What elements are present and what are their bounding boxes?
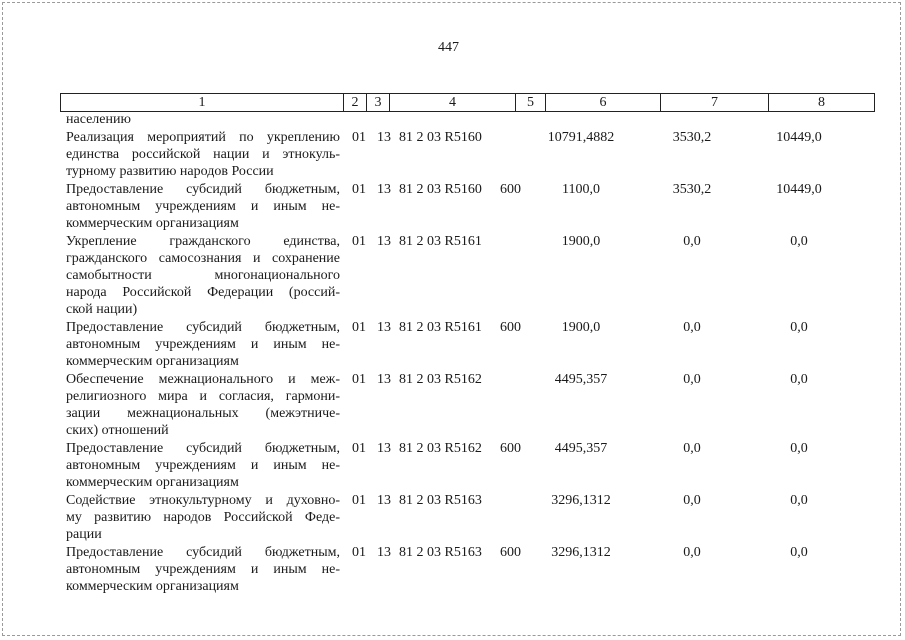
cell-sum1: 10791,4882 (547, 130, 615, 145)
row-name-line: единства российской нации и этнокуль- (66, 147, 340, 162)
cell-sum3: 0,0 (790, 234, 808, 249)
cell-sum3: 0,0 (790, 493, 808, 508)
cell-csr: 81 2 03 R5160 (399, 182, 482, 197)
row-name-line: Обеспечение межнационального и меж- (66, 372, 340, 387)
row-name-line: рации (66, 527, 102, 542)
row-name-line: коммерческим организациям (66, 579, 239, 594)
cell-csr: 81 2 03 R5163 (399, 493, 482, 508)
row-name-line: Содействие этнокультурному и духовно- (66, 493, 340, 508)
row-name-line: автономным учреждениям и иным не- (66, 199, 340, 214)
row-name (66, 129, 340, 180)
cell-sum2: 0,0 (683, 234, 701, 249)
cell-csr: 81 2 03 R5162 (399, 441, 482, 456)
cell-sum3: 0,0 (790, 545, 808, 560)
cell-sum3: 10449,0 (776, 182, 822, 197)
row-name-line: автономным учреждениям и иным не- (66, 562, 340, 577)
row-name-line: коммерческим организациям (66, 354, 239, 369)
cell-sum1: 4495,357 (554, 372, 608, 387)
row-name (66, 319, 340, 370)
continued-text: населению (66, 112, 131, 127)
row-name-line: автономным учреждениям и иным не- (66, 458, 340, 473)
column-header-6: 6 (546, 94, 661, 112)
column-header-3: 3 (367, 94, 390, 112)
row-name (66, 492, 340, 543)
cell-sum1: 3296,1312 (551, 493, 611, 508)
cell-sum1: 4495,357 (554, 441, 608, 456)
row-name-line: турному развитию народов России (66, 164, 274, 179)
column-header-5: 5 (516, 94, 546, 112)
cell-csr: 81 2 03 R5162 (399, 372, 482, 387)
cell-pr: 13 (377, 493, 391, 508)
cell-sum3: 10449,0 (776, 130, 822, 145)
row-name-line: самобытности многонационального (66, 268, 340, 283)
row-name-line: Реализация мероприятий по укреплению (66, 130, 340, 145)
cell-rz: 01 (352, 320, 366, 335)
row-name-line: ской нации) (66, 302, 138, 317)
column-header-2: 2 (344, 94, 367, 112)
row-name (66, 233, 340, 318)
cell-pr: 13 (377, 441, 391, 456)
cell-rz: 01 (352, 372, 366, 387)
column-header-4: 4 (390, 94, 516, 112)
row-name-line: коммерческим организациям (66, 216, 239, 231)
cell-rz: 01 (352, 182, 366, 197)
cell-sum3: 0,0 (790, 320, 808, 335)
cell-sum1: 1100,0 (562, 182, 600, 197)
column-header-1: 1 (61, 94, 344, 112)
cell-rz: 01 (352, 545, 366, 560)
cell-vr: 600 (500, 182, 521, 197)
table-header (60, 93, 875, 112)
cell-csr: 81 2 03 R5160 (399, 130, 482, 145)
cell-sum2: 3530,2 (672, 130, 712, 145)
row-name-line: религиозного мира и согласия, гармони- (66, 389, 340, 404)
page-number: 447 (438, 40, 459, 55)
row-name-line: Предоставление субсидий бюджетным, (66, 182, 340, 197)
cell-rz: 01 (352, 493, 366, 508)
row-name-line: Предоставление субсидий бюджетным, (66, 545, 340, 560)
row-name-line: зации межнациональных (межэтниче- (66, 406, 340, 421)
row-name-line: ских) отношений (66, 423, 169, 438)
cell-sum2: 0,0 (683, 320, 701, 335)
row-name-line: му развитию народов Российской Феде- (66, 510, 340, 525)
cell-rz: 01 (352, 234, 366, 249)
cell-vr: 600 (500, 320, 521, 335)
cell-pr: 13 (377, 320, 391, 335)
cell-sum3: 0,0 (790, 441, 808, 456)
cell-pr: 13 (377, 372, 391, 387)
row-name (66, 371, 340, 439)
row-name-line: Предоставление субсидий бюджетным, (66, 441, 340, 456)
row-name-line: Предоставление субсидий бюджетным, (66, 320, 340, 335)
row-name-line: Укрепление гражданского единства, (66, 234, 340, 249)
cell-sum1: 1900,0 (561, 320, 601, 335)
cell-csr: 81 2 03 R5161 (399, 234, 482, 249)
row-name-line: народа Российской Федерации (россий- (66, 285, 340, 300)
cell-sum2: 0,0 (683, 493, 701, 508)
cell-rz: 01 (352, 130, 366, 145)
cell-sum1: 3296,1312 (551, 545, 611, 560)
cell-vr: 600 (500, 545, 521, 560)
cell-vr: 600 (500, 441, 521, 456)
cell-sum2: 3530,2 (672, 182, 712, 197)
cell-csr: 81 2 03 R5163 (399, 545, 482, 560)
cell-pr: 13 (377, 182, 391, 197)
column-header-8: 8 (769, 94, 875, 112)
cell-pr: 13 (377, 234, 391, 249)
cell-csr: 81 2 03 R5161 (399, 320, 482, 335)
cell-pr: 13 (377, 130, 391, 145)
cell-sum3: 0,0 (790, 372, 808, 387)
row-name (66, 181, 340, 232)
row-name-line: коммерческим организациям (66, 475, 239, 490)
row-name (66, 440, 340, 491)
column-header-7: 7 (661, 94, 769, 112)
cell-sum1: 1900,0 (561, 234, 601, 249)
row-name (66, 544, 340, 595)
cell-sum2: 0,0 (683, 441, 701, 456)
row-name-line: автономным учреждениям и иным не- (66, 337, 340, 352)
cell-sum2: 0,0 (683, 372, 701, 387)
row-name-line: гражданского самосознания и сохранение (66, 251, 340, 266)
cell-sum2: 0,0 (683, 545, 701, 560)
cell-pr: 13 (377, 545, 391, 560)
cell-rz: 01 (352, 441, 366, 456)
